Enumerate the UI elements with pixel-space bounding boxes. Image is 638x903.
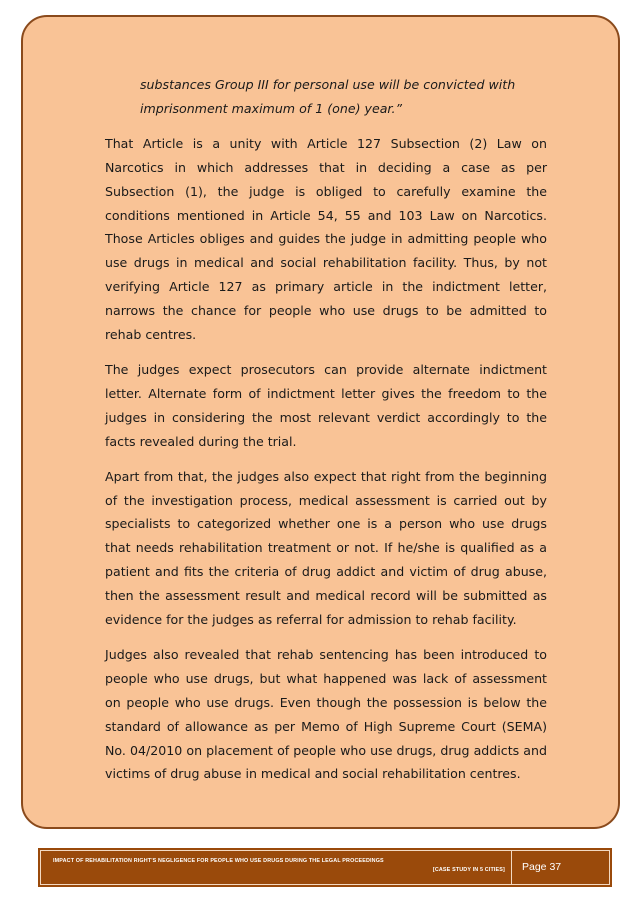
page-footer	[38, 848, 612, 887]
quote-block	[140, 73, 547, 121]
paragraph: The judges expect prosecutors can provide alternate indictment letter. Alternate form of indictment letter gives the freedom to the judges in considering the most relevant verdict accordingly to the facts revealed during the trial.	[105, 361, 547, 449]
footer-title	[41, 851, 511, 884]
quote-line: substances Group III for personal use will be convicted with	[140, 77, 516, 92]
footer-title-line: IMPACT OF REHABILITATION RIGHT'S NEGLIGENCE FOR PEOPLE WHO USE DRUGS DURING THE LEGAL PROCEEDINGS	[53, 858, 384, 864]
document-body	[105, 73, 547, 786]
footer-subtitle-line: [CASE STUDY IN 5 CITIES]	[432, 867, 505, 873]
page-number: Page 37	[511, 851, 609, 884]
paragraph: Apart from that, the judges also expect that right from the beginning of the investigation process, medical assessment is carried out by specialists to categorized whether one is a person who use drugs that needs rehabilitation treatment or not. If he/she is qualified as a patient and fits the criteria of drug addict and victim of drug abuse, then the assessment result and medical record will be submitted as evidence for the judges as referral for admission to rehab facility.	[105, 468, 547, 628]
paragraph: That Article is a unity with Article 127 Subsection (2) Law on Narcotics in which addresses that in deciding a case as per Subsection (1), the judge is obliged to carefully examine the conditions mentioned in Article 54, 55 and 103 Law on Narcotics. Those Articles obliges and guides the judge in admitting people who use drugs in medical and social rehabilitation facility. Thus, by not verifying Article 127 as primary article in the indictment letter, narrows the chance for people who use drugs to be admitted to rehab centres.	[105, 135, 547, 343]
paragraph: Judges also revealed that rehab sentencing has been introduced to people who use drugs, but what happened was lack of assessment on people who use drugs. Even though the possession is below the standard of allowance as per Memo of High Supreme Court (SEMA) No. 04/2010 on placement of people who use drugs, drug addicts and victims of drug abuse in medical and social rehabilitation centres.	[105, 646, 547, 782]
quote-line: imprisonment maximum of 1 (one) year.”	[140, 100, 402, 116]
